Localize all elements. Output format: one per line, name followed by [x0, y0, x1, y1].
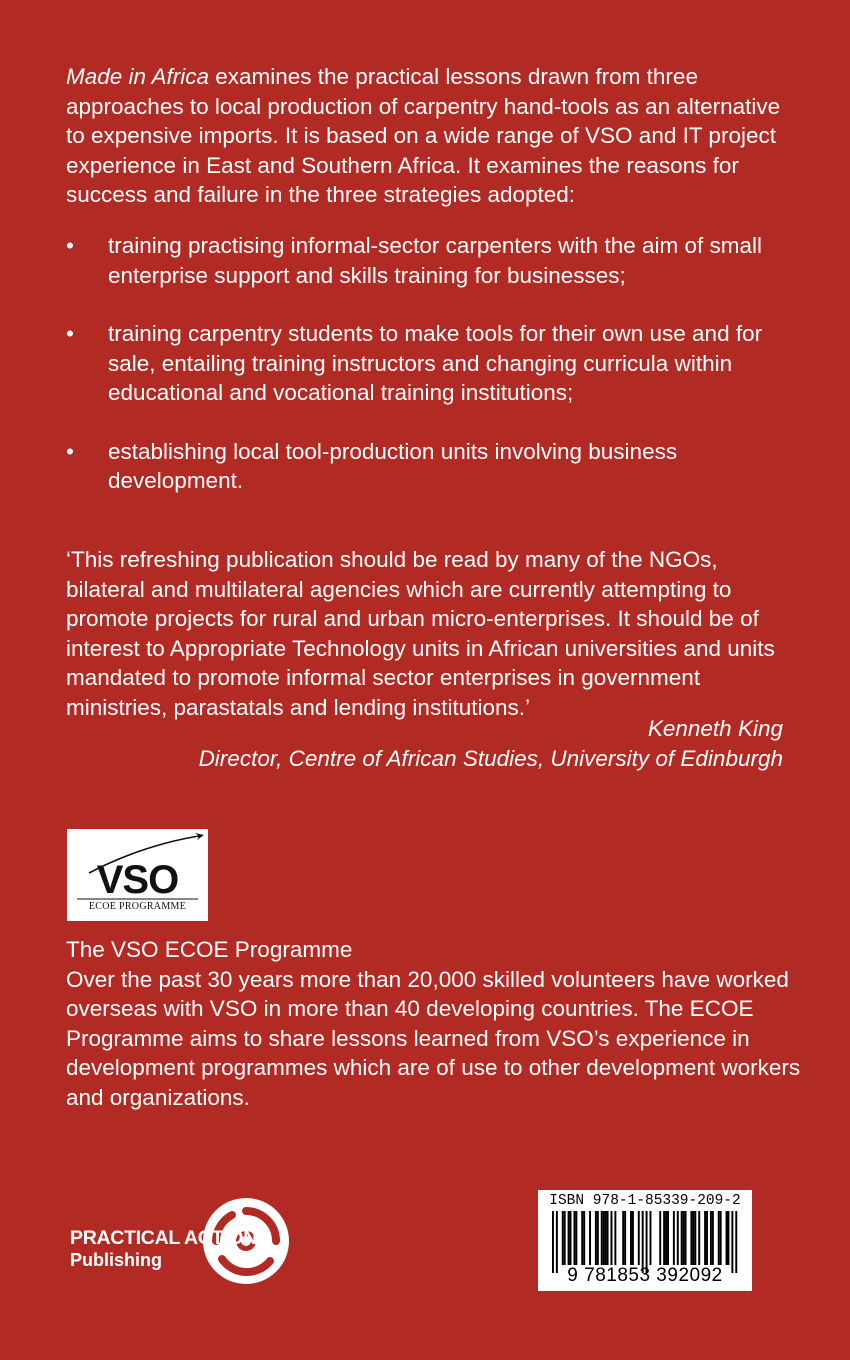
barcode-bar — [667, 1211, 669, 1265]
publisher-imprint: Publishing — [70, 1250, 162, 1270]
vso-wordmark: VSO — [96, 858, 179, 902]
barcode-bar — [603, 1211, 605, 1265]
barcode-bar — [562, 1211, 564, 1265]
barcode-bar — [677, 1211, 679, 1265]
barcode-bar — [706, 1211, 708, 1265]
barcode-bar — [704, 1211, 706, 1265]
barcode-bar — [681, 1211, 683, 1265]
barcode-bar — [683, 1211, 685, 1265]
barcode-bar — [605, 1211, 607, 1265]
bullet-icon: • — [66, 321, 74, 346]
barcode-bar — [622, 1211, 624, 1265]
isbn-barcode — [538, 1190, 752, 1291]
isbn-label: ISBN 978-1-85339-209-2 — [549, 1193, 741, 1209]
barcode-bar — [568, 1211, 570, 1265]
barcode-bar — [694, 1211, 696, 1265]
barcode-bar — [575, 1211, 577, 1265]
intro-text: examines the practical lessons drawn from three approaches to local production of carpentry hand-tools as an alternative to expensive imports. It is based on a wide range of VSO and IT project experience in East and Southern Africa. It examines the reasons for success and failure in the three strategies adopted: — [66, 64, 781, 207]
barcode-bar — [642, 1211, 644, 1273]
barcode-bar — [607, 1211, 609, 1265]
book-title: Made in Africa — [66, 64, 209, 89]
barcode-bar — [638, 1211, 640, 1265]
barcode-bar — [624, 1211, 626, 1265]
barcode-bar — [597, 1211, 599, 1265]
barcode-bar — [659, 1211, 661, 1265]
strategy-text: training practising informal-sector carpenters with the aim of small enterprise support and skills training for businesses; — [108, 233, 763, 288]
barcode-bar — [573, 1211, 575, 1265]
list-item — [66, 437, 796, 496]
barcode-bar — [663, 1211, 665, 1265]
barcode-bar — [611, 1211, 613, 1265]
barcode-bar — [646, 1211, 648, 1273]
intro-paragraph — [66, 62, 796, 210]
vso-programme-label: ECOE PROGRAMME — [88, 901, 187, 912]
bullet-icon: • — [66, 233, 74, 258]
barcode-bar — [552, 1211, 554, 1273]
barcode-bar — [614, 1211, 616, 1265]
barcode-bar — [595, 1211, 597, 1265]
practical-action-logo — [70, 1195, 310, 1285]
strategy-text: establishing local tool-production units involving business development. — [108, 438, 678, 493]
barcode-bar — [589, 1211, 591, 1265]
barcode-bar — [720, 1211, 722, 1265]
barcode-bar — [665, 1211, 667, 1265]
publisher-name: PRACTICAL ACTION — [70, 1227, 257, 1249]
bullet-icon: • — [66, 438, 74, 464]
barcode-bar — [718, 1211, 720, 1265]
barcode-bar — [726, 1211, 728, 1265]
barcode-bar — [690, 1211, 692, 1265]
barcode-bar — [735, 1211, 737, 1273]
barcode-bar — [685, 1211, 687, 1265]
barcode-digits: 9 781853 392092 — [567, 1265, 723, 1286]
barcode-bar — [556, 1211, 558, 1273]
quote-author: Kenneth King — [647, 716, 783, 741]
review-quote: ‘This refreshing publication should be read by many of the NGOs, bilateral and multilateral agencies which are currently attempting to promote projects for rural and urban micro-enterprises. It should be of interest to Appropriate Technology units in African universities and units mandated to promote informal sector enterprises in government ministries, parastatals and lending institutions.’ — [66, 547, 775, 720]
list-item — [66, 319, 796, 408]
barcode-bar — [731, 1211, 733, 1273]
barcode-bar — [583, 1211, 585, 1265]
barcode-bar — [581, 1211, 583, 1265]
barcode-bar — [673, 1211, 675, 1265]
strategy-list — [66, 231, 796, 525]
barcode-bar — [650, 1211, 652, 1265]
strategy-text: training carpentry students to make tools for their own use and for sale, entailing training instructors and changing curricula within educational and vocational training institutions; — [108, 321, 763, 405]
quote-attribution — [199, 714, 783, 773]
vso-ecoe-logo — [67, 829, 208, 921]
ecoe-section — [66, 935, 806, 1112]
barcode-bar — [698, 1211, 700, 1265]
barcode-bar — [692, 1211, 694, 1265]
ecoe-heading: The VSO ECOE Programme — [66, 937, 353, 962]
barcode-bar — [712, 1211, 714, 1265]
barcode-bar — [632, 1211, 634, 1265]
ecoe-body: Over the past 30 years more than 20,000 skilled volunteers have worked overseas with VSO in more than 40 developing countries. The ECOE Programme aims to share lessons learned from VSO’s experience in development programmes which are of use to other development workers and organizations. — [66, 966, 801, 1110]
list-item — [66, 231, 796, 290]
barcode-bar — [710, 1211, 712, 1265]
barcode-bar — [728, 1211, 730, 1265]
barcode-bar — [564, 1211, 566, 1265]
barcode-bar — [630, 1211, 632, 1265]
barcode-bar — [570, 1211, 572, 1265]
quote-author-role: Director, Centre of African Studies, University of Edinburgh — [198, 745, 783, 771]
barcode-bar — [601, 1211, 603, 1265]
